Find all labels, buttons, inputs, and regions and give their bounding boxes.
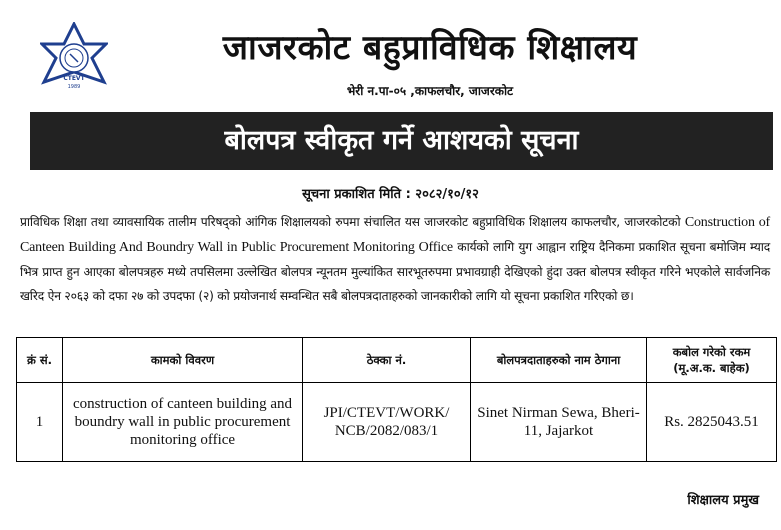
signature-title: शिक्षालय प्रमुख xyxy=(687,493,759,508)
notice-paragraph xyxy=(20,210,770,308)
paragraph-suffix: कार्यको लागि युग आह्वान राष्ट्रिय दैनिकमा प्रकाशित सूचना बमोजिम म्याद भित्र प्राप्त हुन आएका बोलपत्रहरु मध्ये तपसिलमा उल्लेखित बोलपत्र न्यूनतम मुल्यांकित सारभूतरुपमा प्रभावग्राही देखिएको हुंदा उक्त बोलपत्र स्वीकृत गरिने भएकोले सार्वजनिक खरिद ऐन २०६३ को दफा २७ को उपदफा (२) को प्रयोजनार्थ सम्वन्धित सबै बोलपत्रदाताहरुको जानकारीको लागि यो सूचना प्रकाशित गरिएको छ। xyxy=(20,240,770,303)
cell-bidder: Sinet Nirman Sewa, Bheri-11, Jajarkot xyxy=(471,383,647,462)
paragraph-project-name: Construction of Canteen Building And Boundry Wall in Public Procurement Monitoring Office xyxy=(20,215,771,255)
bid-table xyxy=(16,337,777,462)
header-contract-no: ठेक्का नं. xyxy=(303,338,471,383)
notice-banner: बोलपत्र स्वीकृत गर्ने आशयको सूचना xyxy=(30,112,773,170)
header-amount-line2: (मू.अ.क. बाहेक) xyxy=(673,361,750,375)
header-amount xyxy=(647,338,777,383)
institution-title: जाजरकोट बहुप्राविधिक शिक्षालय xyxy=(222,28,638,68)
cell-contract-no: JPI/CTEVT/WORK/ NCB/2082/083/1 xyxy=(303,383,471,462)
logo-year: 1989 xyxy=(67,84,81,90)
cell-amount: Rs. 2825043.51 xyxy=(647,383,777,462)
header-description: कामको विवरण xyxy=(63,338,303,383)
header-sn: क्रं सं. xyxy=(17,338,63,383)
logo-text: CTEVT xyxy=(63,75,85,82)
institution-address: भेरी न.पा-०५ ,काफलचौर, जाजरकोट xyxy=(346,84,514,98)
cell-sn: 1 xyxy=(17,383,63,462)
ctevt-logo xyxy=(40,22,108,92)
cell-description: construction of canteen building and boundry wall in public procurement monitoring office xyxy=(63,383,303,462)
header-amount-line1: कबोल गरेको रकम xyxy=(672,345,751,359)
table-header-row xyxy=(17,338,777,383)
paragraph-prefix: प्राविधिक शिक्षा तथा व्यावसायिक तालीम परिषद्को आंगिक शिक्षालयको रुपमा संचालित यस जाजरकोट बहुप्राविधिक शिक्षालय काफलचौर, जाजरकोटको xyxy=(20,215,685,229)
header-bidder: बोलपत्रदाताहरुको नाम ठेगाना xyxy=(471,338,647,383)
publish-date: सूचना प्रकाशित मिति : २०८२/१०/१२ xyxy=(302,187,479,202)
table-row xyxy=(17,383,777,462)
